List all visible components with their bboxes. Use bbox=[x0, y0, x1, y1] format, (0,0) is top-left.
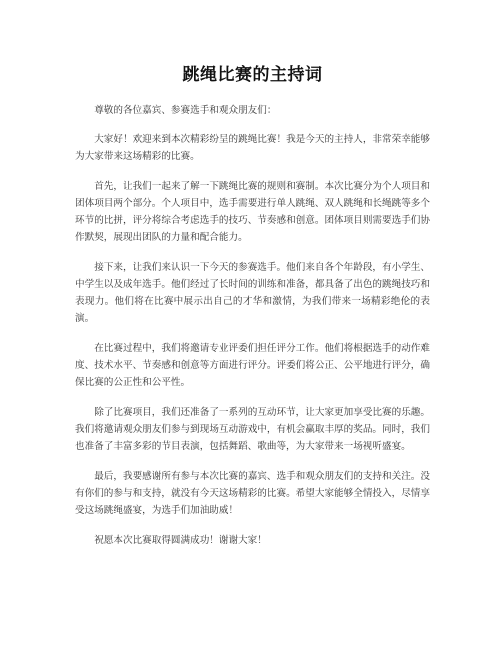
paragraph-contestants: 接下来，让我们来认识一下今天的参赛选手。他们来自各个年龄段，有小学生、中学生以及成年选手。他们经过了长时间的训练和准备，都具备了出色的跳绳技巧和表现力。他们将在比赛中展示出自己的才华和激情，为我们带来一场精彩绝伦的表演。 bbox=[75, 262, 430, 324]
document-body bbox=[75, 102, 430, 549]
paragraph-thanks: 最后，我要感谢所有参与本次比赛的嘉宾、选手和观众朋友们的支持和关注。没有你们的参与和支持，就没有今天这场精彩的比赛。希望大家能够全情投入，尽情享受这场跳绳盛宴，为选手们加油助威！ bbox=[75, 471, 430, 516]
paragraph-rules: 首先，让我们一起来了解一下跳绳比赛的规则和赛制。本次比赛分为个人项目和团体项目两个部分。个人项目中，选手需要进行单人跳绳、双人跳绳和长绳跳等多个环节的比拼，评分将综合考虑选手的技巧、节奏感和创意。团体项目则需要选手们协作默契，展现出团队的力量和配合能力。 bbox=[75, 181, 430, 243]
page-title: 跳绳比赛的主持词 bbox=[182, 65, 323, 85]
paragraph-interaction: 除了比赛项目，我们还准备了一系列的互动环节，让大家更加享受比赛的乐趣。我们将邀请观众朋友们参与到现场互动游戏中，有机会赢取丰厚的奖品。同时，我们也准备了丰富多彩的节目表演，包括舞蹈、歌曲等，为大家带来一场视听盛宴。 bbox=[75, 407, 430, 452]
paragraph-closing: 祝愿本次比赛取得圆满成功！谢谢大家！ bbox=[94, 535, 267, 546]
paragraph-judging: 在比赛过程中，我们将邀请专业评委们担任评分工作。他们将根据选手的动作难度、技术水平、节奏感和创意等方面进行评分。评委们将公正、公平地进行评分，确保比赛的公正性和公平性。 bbox=[75, 343, 430, 388]
paragraph-greeting: 尊敬的各位嘉宾、参赛选手和观众朋友们： bbox=[94, 105, 277, 116]
paragraph-welcome: 大家好！欢迎来到本次精彩纷呈的跳绳比赛！我是今天的主持人，非常荣幸能够为大家带来这场精彩的比赛。 bbox=[75, 134, 430, 162]
